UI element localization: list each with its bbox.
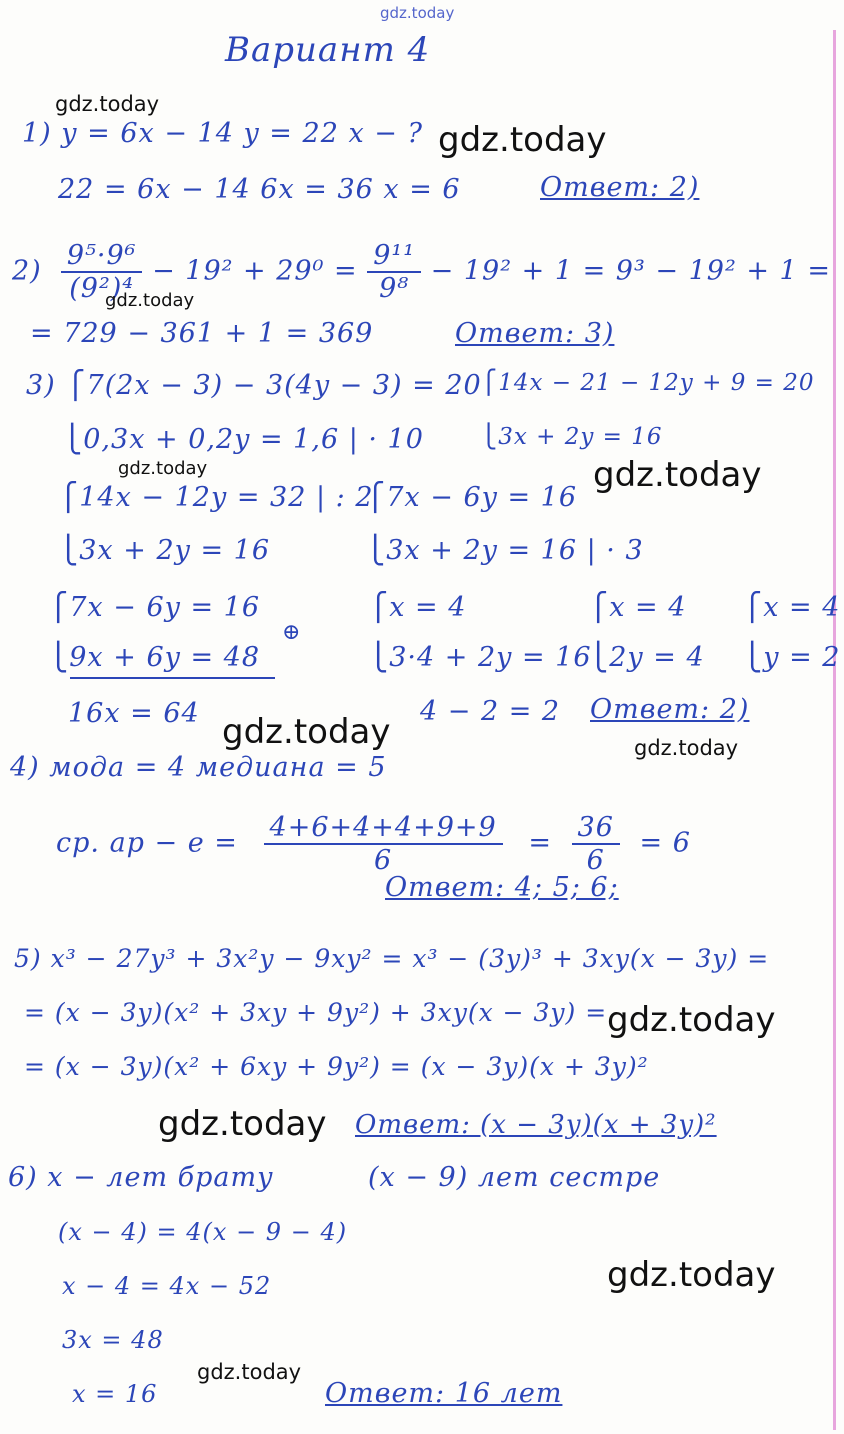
task4-result: = 6 [639,827,691,859]
task3-line9: ⎧7x − 6y = 16 [48,592,261,623]
task3-line5: ⎧14x − 12y = 32 | : 2 [58,482,374,513]
task4-answer: Ответ: 4; 5; 6; [385,872,619,903]
task2-fraction2 [367,240,421,304]
fraction-denominator: 6 [586,845,605,876]
task5-line3: = (x − 3y)(x² + 6xy + 9y²) = (x − 3y)(x + 3y)² [24,1052,649,1081]
task4-line1: 4) мода = 4 медиана = 5 [10,752,387,783]
margin-line [833,30,836,1430]
task3-sum-line [70,677,275,679]
page-title: Вариант 4 [225,30,431,70]
task4-equals: = [528,827,552,859]
task3-line7: ⎧7x − 6y = 16 [365,482,578,513]
fraction-numerator: 36 [572,812,620,845]
task5-answer: Ответ: (x − 3y)(x + 3y)² [355,1110,717,1140]
task3-line15: ⎧x = 4 [742,592,841,623]
watermark: gdz.today [634,736,739,760]
fraction-denominator: 6 [374,845,393,876]
task3-line12: ⎩3·4 + 2y = 16 [368,642,592,673]
task3-answer: Ответ: 2) [590,694,750,725]
watermark: gdz.today [607,1000,776,1040]
task3-line1: 3) ⎧7(2x − 3) − 3(4y − 3) = 20 [26,370,482,401]
watermark: gdz.today [158,1104,327,1144]
task3-line3: ⎧14x − 21 − 12y + 9 = 20 [480,370,815,396]
fraction-denominator: (9²)⁴ [69,273,135,304]
task2-expr: − 19² + 29⁰ = [152,255,358,287]
task1-line2: 22 = 6x − 14 6x = 36 x = 6 [58,174,461,205]
task6-answer: Ответ: 16 лет [325,1378,563,1409]
task3-line17: 16x = 64 [68,698,200,729]
watermark-top: gdz.today [380,4,455,22]
task1-line1: 1) y = 6x − 14 y = 22 x − ? [22,118,423,149]
watermark: gdz.today [222,712,391,752]
watermark: gdz.today [438,120,607,160]
task4-fraction1 [264,812,503,876]
task6-line2: (x − 4) = 4(x − 9 − 4) [58,1218,348,1246]
fraction-numerator: 9¹¹ [367,240,421,273]
task3-line10: ⎩9x + 6y = 48 [48,642,261,673]
watermark: gdz.today [55,92,160,116]
task3-plus: ⊕ [282,620,302,645]
task3-line14: ⎩2y = 4 [588,642,705,673]
task6-line1: 6) x − лет брату [8,1162,274,1193]
task6-line4: 3x = 48 [62,1326,164,1354]
fraction-denominator: 9⁸ [379,273,410,304]
task5-line1: 5) x³ − 27y³ + 3x²y − 9xy² = x³ − (3y)³ + 3xy(x − 3y) = [14,944,770,973]
task4-fraction2 [572,812,620,876]
task3-line18: 4 − 2 = 2 [420,696,561,727]
task6-line3: x − 4 = 4x − 52 [62,1272,272,1300]
fraction-numerator: 9⁵·9⁶ [61,240,143,273]
task2-line2: = 729 − 361 + 1 = 369 [30,318,374,349]
task3-line16: ⎩y = 2 [742,642,841,673]
task3-line4: ⎩3x + 2y = 16 [480,424,663,450]
task6-line1b: (x − 9) лет сестре [368,1162,661,1193]
watermark: gdz.today [118,458,208,479]
watermark: gdz.today [105,290,195,311]
task4-label: ср. ар − е = [56,827,238,859]
task4-line2 [56,812,691,876]
task2-line1: 2) $\frac{\text{9⁵·9⁶}}{\text{(9²)⁴}}$ − 19² + 29⁰ = $\frac{\text{9¹¹}}{\text{9⁸}}$ − 19² + 1 = 9³ − 19² + 1 = [12,240,831,304]
watermark: gdz.today [607,1255,776,1295]
task3-line2: ⎩0,3x + 0,2y = 1,6 | · 10 [62,424,424,455]
task3-line13: ⎧x = 4 [588,592,687,623]
task3-line6: ⎩3x + 2y = 16 [58,535,271,566]
fraction-numerator: 4+6+4+4+9+9 [264,812,503,845]
task2-answer: Ответ: 3) [455,318,615,349]
task3-line11: ⎧x = 4 [368,592,467,623]
task3-line8: ⎩3x + 2y = 16 | · 3 [365,535,644,566]
task2-expr-tail: − 19² + 1 = 9³ − 19² + 1 = [430,255,831,287]
task5-line2: = (x − 3y)(x² + 3xy + 9y²) + 3xy(x − 3y) = [24,998,608,1027]
watermark: gdz.today [593,455,762,495]
task1-answer: Ответ: 2) [540,172,700,203]
watermark: gdz.today [197,1360,302,1384]
task6-line5: x = 16 [72,1380,158,1408]
